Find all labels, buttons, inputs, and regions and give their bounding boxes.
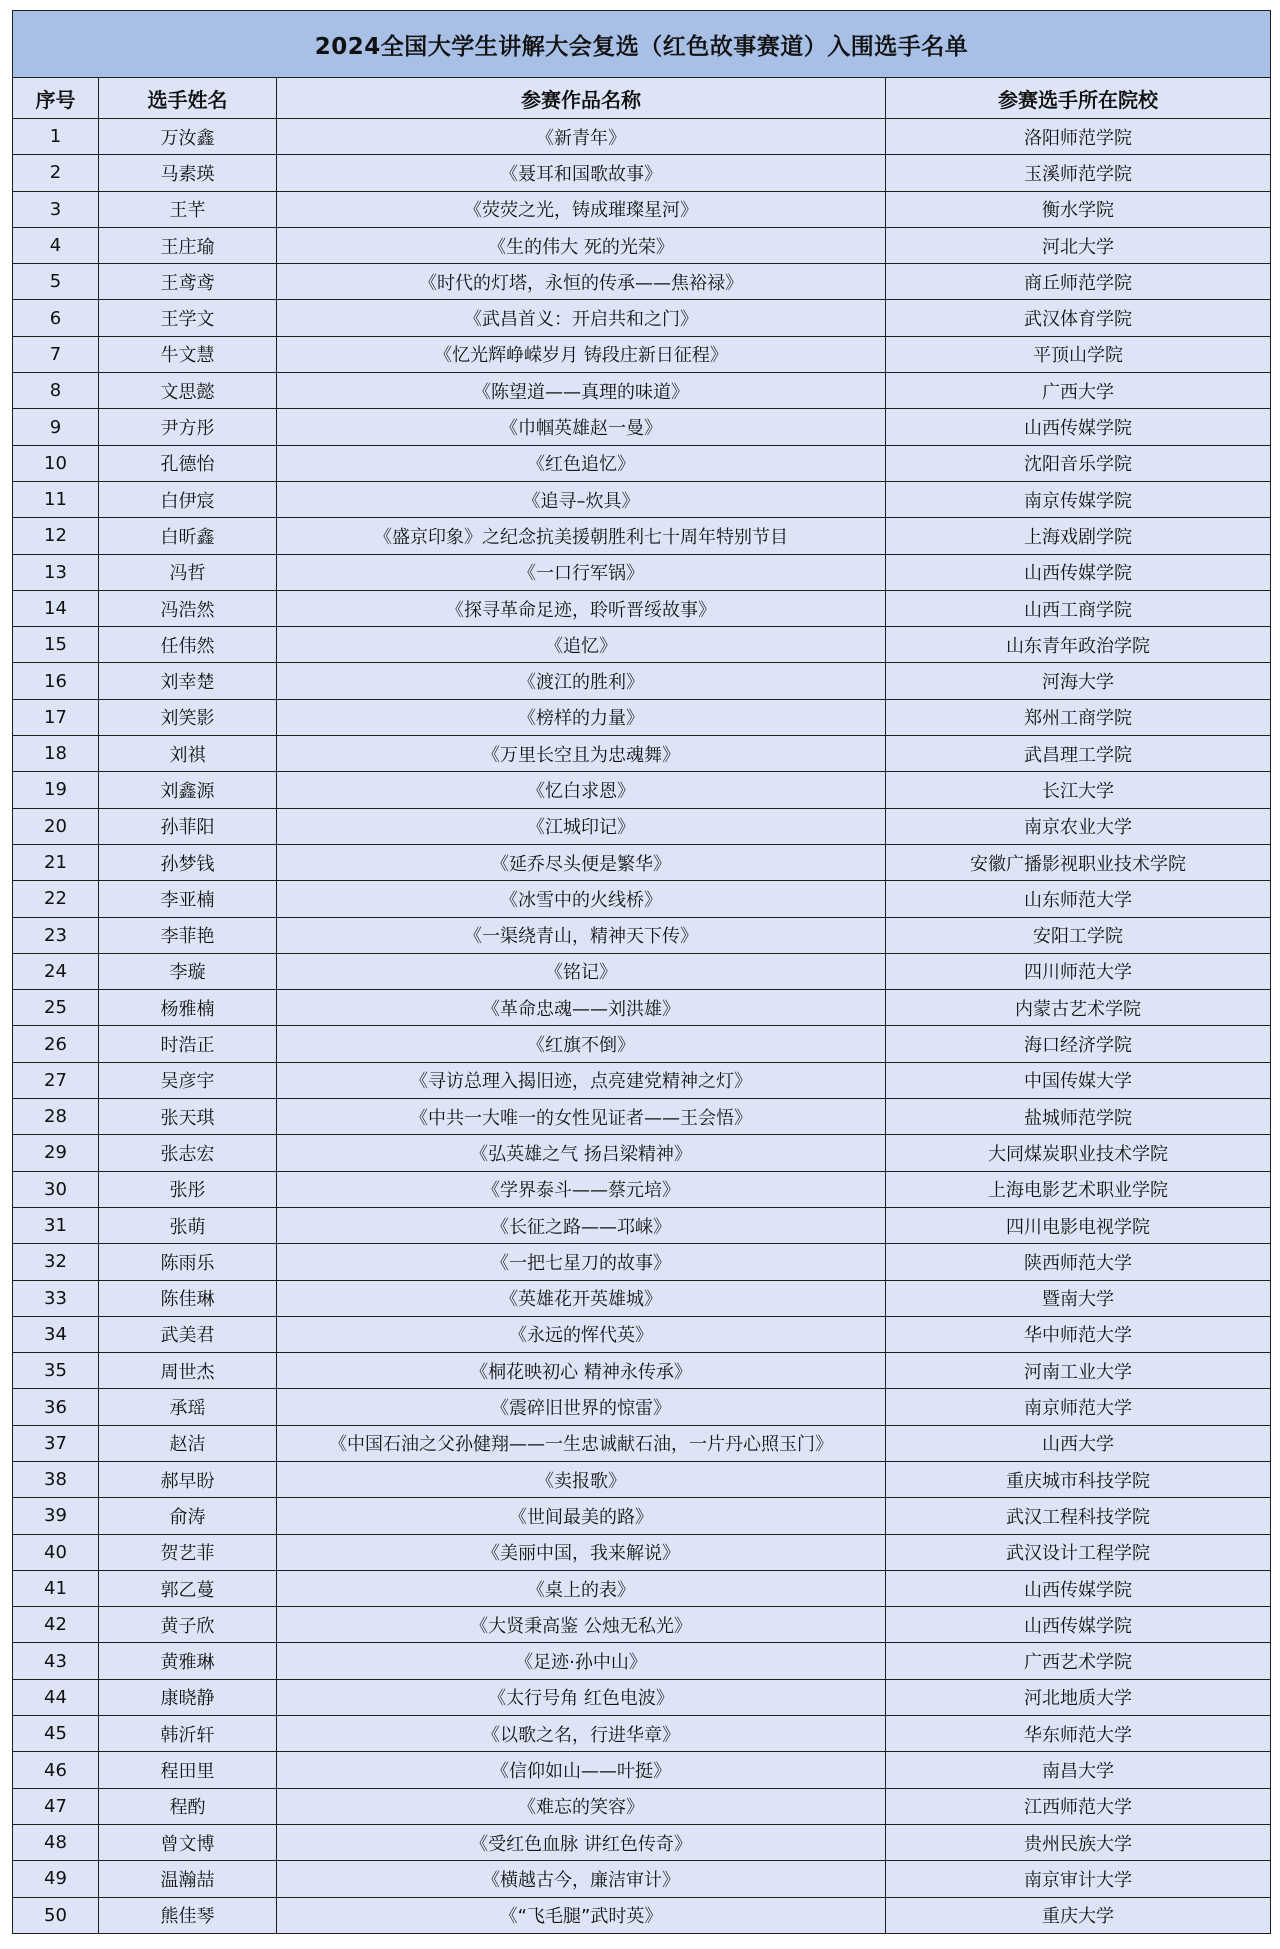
table-row: [13, 1570, 1271, 1606]
table-row: [13, 736, 1271, 772]
school-cell: 南昌大学: [886, 1752, 1271, 1788]
table-row: [13, 1788, 1271, 1824]
contestant-name-cell: 温瀚喆: [99, 1861, 277, 1897]
table-row: [13, 1099, 1271, 1135]
contestant-name-cell: 王鸢鸢: [99, 264, 277, 300]
table-row: [13, 1389, 1271, 1425]
row-number-cell: 7: [13, 336, 99, 372]
work-title-cell: 《世间最美的路》: [277, 1498, 886, 1534]
contestant-name-cell: 熊佳琴: [99, 1897, 277, 1933]
school-cell: 华东师范大学: [886, 1716, 1271, 1752]
table-row: [13, 881, 1271, 917]
table-row: [13, 445, 1271, 481]
work-title-cell: 《武昌首义：开启共和之门》: [277, 300, 886, 336]
row-number-cell: 33: [13, 1280, 99, 1316]
table-row: [13, 409, 1271, 445]
contestant-name-cell: 王学文: [99, 300, 277, 336]
work-title-cell: 《卖报歌》: [277, 1461, 886, 1497]
contestant-name-cell: 马素瑛: [99, 155, 277, 191]
table-row: [13, 1897, 1271, 1933]
school-cell: 郑州工商学院: [886, 699, 1271, 735]
contestant-name-cell: 王芊: [99, 191, 277, 227]
school-cell: 衡水学院: [886, 191, 1271, 227]
work-title-cell: 《难忘的笑容》: [277, 1788, 886, 1824]
contestant-name-cell: 吴彦宇: [99, 1062, 277, 1098]
work-title-cell: 《太行号角 红色电波》: [277, 1679, 886, 1715]
school-cell: 四川电影电视学院: [886, 1207, 1271, 1243]
school-cell: 商丘师范学院: [886, 264, 1271, 300]
table-row: [13, 1679, 1271, 1715]
work-title-cell: 《受红色血脉 讲红色传奇》: [277, 1824, 886, 1860]
school-cell: 贵州民族大学: [886, 1824, 1271, 1860]
school-cell: 山西传媒学院: [886, 554, 1271, 590]
contestant-name-cell: 张彤: [99, 1171, 277, 1207]
contestant-name-cell: 李亚楠: [99, 881, 277, 917]
table-row: [13, 1026, 1271, 1062]
school-cell: 河海大学: [886, 663, 1271, 699]
table-row: [13, 663, 1271, 699]
work-title-cell: 《忆光辉峥嵘岁月 铸段庄新日征程》: [277, 336, 886, 372]
school-cell: 陕西师范大学: [886, 1244, 1271, 1280]
row-number-cell: 25: [13, 990, 99, 1026]
contestant-name-cell: 孔德怡: [99, 445, 277, 481]
table-row: [13, 119, 1271, 155]
school-cell: 华中师范大学: [886, 1316, 1271, 1352]
finalist-list-sheet: [12, 10, 1270, 1934]
table-row: [13, 191, 1271, 227]
work-title-cell: 《一口行军锅》: [277, 554, 886, 590]
table-row: [13, 1752, 1271, 1788]
row-number-cell: 46: [13, 1752, 99, 1788]
school-cell: 上海戏剧学院: [886, 518, 1271, 554]
row-number-cell: 9: [13, 409, 99, 445]
contestant-name-cell: 赵洁: [99, 1425, 277, 1461]
table-row: [13, 1607, 1271, 1643]
row-number-cell: 44: [13, 1679, 99, 1715]
column-header-contestant-name: 选手姓名: [99, 78, 277, 119]
table-row: [13, 227, 1271, 263]
table-row: [13, 1861, 1271, 1897]
row-number-cell: 19: [13, 772, 99, 808]
school-cell: 山西工商学院: [886, 590, 1271, 626]
row-number-cell: 35: [13, 1353, 99, 1389]
table-row: [13, 336, 1271, 372]
contestant-name-cell: 程田里: [99, 1752, 277, 1788]
row-number-cell: 16: [13, 663, 99, 699]
work-title-cell: 《盛京印象》之纪念抗美援朝胜利七十周年特别节目: [277, 518, 886, 554]
contestant-name-cell: 康晓静: [99, 1679, 277, 1715]
school-cell: 南京传媒学院: [886, 481, 1271, 517]
table-row: [13, 1207, 1271, 1243]
school-cell: 安阳工学院: [886, 917, 1271, 953]
work-title-cell: 《红色追忆》: [277, 445, 886, 481]
table-row: [13, 1171, 1271, 1207]
contestant-name-cell: 刘鑫源: [99, 772, 277, 808]
finalist-table: [12, 10, 1271, 1934]
row-number-cell: 45: [13, 1716, 99, 1752]
table-row: [13, 155, 1271, 191]
row-number-cell: 22: [13, 881, 99, 917]
work-title-cell: 《美丽中国，我来解说》: [277, 1534, 886, 1570]
school-cell: 山西传媒学院: [886, 1570, 1271, 1606]
work-title-cell: 《以歌之名，行进华章》: [277, 1716, 886, 1752]
row-number-cell: 49: [13, 1861, 99, 1897]
contestant-name-cell: 郭乙蔓: [99, 1570, 277, 1606]
contestant-name-cell: 尹方彤: [99, 409, 277, 445]
school-cell: 山东师范大学: [886, 881, 1271, 917]
work-title-cell: 《大贤秉高鉴 公烛无私光》: [277, 1607, 886, 1643]
contestant-name-cell: 承瑶: [99, 1389, 277, 1425]
work-title-cell: 《荧荧之光，铸成璀璨星河》: [277, 191, 886, 227]
contestant-name-cell: 王庄瑜: [99, 227, 277, 263]
work-title-cell: 《一渠绕青山，精神天下传》: [277, 917, 886, 953]
work-title-cell: 《一把七星刀的故事》: [277, 1244, 886, 1280]
work-title-cell: 《榜样的力量》: [277, 699, 886, 735]
work-title-cell: 《信仰如山——叶挺》: [277, 1752, 886, 1788]
work-title-cell: 《冰雪中的火线桥》: [277, 881, 886, 917]
work-title-cell: 《追寻–炊具》: [277, 481, 886, 517]
table-row: [13, 627, 1271, 663]
contestant-name-cell: 刘祺: [99, 736, 277, 772]
contestant-name-cell: 武美君: [99, 1316, 277, 1352]
school-cell: 河北地质大学: [886, 1679, 1271, 1715]
row-number-cell: 10: [13, 445, 99, 481]
row-number-cell: 15: [13, 627, 99, 663]
school-cell: 安徽广播影视职业技术学院: [886, 844, 1271, 880]
work-title-cell: 《英雄花开英雄城》: [277, 1280, 886, 1316]
school-cell: 平顶山学院: [886, 336, 1271, 372]
table-row: [13, 917, 1271, 953]
contestant-name-cell: 曾文博: [99, 1824, 277, 1860]
contestant-name-cell: 周世杰: [99, 1353, 277, 1389]
row-number-cell: 8: [13, 373, 99, 409]
school-cell: 海口经济学院: [886, 1026, 1271, 1062]
school-cell: 广西大学: [886, 373, 1271, 409]
column-header-school: 参赛选手所在院校: [886, 78, 1271, 119]
row-number-cell: 14: [13, 590, 99, 626]
table-row: [13, 1280, 1271, 1316]
table-row: [13, 990, 1271, 1026]
column-header-number: 序号: [13, 78, 99, 119]
table-row: [13, 1353, 1271, 1389]
row-number-cell: 1: [13, 119, 99, 155]
contestant-name-cell: 程酌: [99, 1788, 277, 1824]
work-title-cell: 《学界泰斗——蔡元培》: [277, 1171, 886, 1207]
row-number-cell: 5: [13, 264, 99, 300]
row-number-cell: 48: [13, 1824, 99, 1860]
contestant-name-cell: 白伊宸: [99, 481, 277, 517]
row-number-cell: 26: [13, 1026, 99, 1062]
contestant-name-cell: 郝早盼: [99, 1461, 277, 1497]
table-row: [13, 373, 1271, 409]
work-title-cell: 《江城印记》: [277, 808, 886, 844]
contestant-name-cell: 陈佳琳: [99, 1280, 277, 1316]
contestant-name-cell: 刘笑影: [99, 699, 277, 735]
row-number-cell: 3: [13, 191, 99, 227]
work-title-cell: 《震碎旧世界的惊雷》: [277, 1389, 886, 1425]
contestant-name-cell: 张天琪: [99, 1099, 277, 1135]
school-cell: 四川师范大学: [886, 953, 1271, 989]
contestant-name-cell: 李璇: [99, 953, 277, 989]
school-cell: 广西艺术学院: [886, 1643, 1271, 1679]
table-row: [13, 808, 1271, 844]
row-number-cell: 30: [13, 1171, 99, 1207]
row-number-cell: 43: [13, 1643, 99, 1679]
row-number-cell: 18: [13, 736, 99, 772]
table-row: [13, 1425, 1271, 1461]
row-number-cell: 23: [13, 917, 99, 953]
work-title-cell: 《追忆》: [277, 627, 886, 663]
school-cell: 山西传媒学院: [886, 1607, 1271, 1643]
school-cell: 南京农业大学: [886, 808, 1271, 844]
school-cell: 山东青年政治学院: [886, 627, 1271, 663]
column-header-row: [13, 78, 1271, 119]
work-title-cell: 《足迹·孙中山》: [277, 1643, 886, 1679]
row-number-cell: 24: [13, 953, 99, 989]
school-cell: 上海电影艺术职业学院: [886, 1171, 1271, 1207]
school-cell: 南京审计大学: [886, 1861, 1271, 1897]
table-row: [13, 518, 1271, 554]
row-number-cell: 42: [13, 1607, 99, 1643]
work-title-cell: 《长征之路——邛崃》: [277, 1207, 886, 1243]
row-number-cell: 47: [13, 1788, 99, 1824]
contestant-name-cell: 黄子欣: [99, 1607, 277, 1643]
school-cell: 内蒙古艺术学院: [886, 990, 1271, 1026]
table-row: [13, 590, 1271, 626]
row-number-cell: 6: [13, 300, 99, 336]
work-title-cell: 《生的伟大 死的光荣》: [277, 227, 886, 263]
work-title-cell: 《弘英雄之气 扬吕梁精神》: [277, 1135, 886, 1171]
school-cell: 重庆城市科技学院: [886, 1461, 1271, 1497]
row-number-cell: 28: [13, 1099, 99, 1135]
table-row: [13, 772, 1271, 808]
school-cell: 长江大学: [886, 772, 1271, 808]
contestant-name-cell: 牛文慧: [99, 336, 277, 372]
work-title-cell: 《革命忠魂——刘洪雄》: [277, 990, 886, 1026]
row-number-cell: 4: [13, 227, 99, 263]
table-row: [13, 1135, 1271, 1171]
work-title-cell: 《新青年》: [277, 119, 886, 155]
table-row: [13, 300, 1271, 336]
table-row: [13, 264, 1271, 300]
school-cell: 重庆大学: [886, 1897, 1271, 1933]
school-cell: 玉溪师范学院: [886, 155, 1271, 191]
work-title-cell: 《陈望道——真理的味道》: [277, 373, 886, 409]
school-cell: 山西传媒学院: [886, 409, 1271, 445]
table-row: [13, 953, 1271, 989]
contestant-name-cell: 孙菲阳: [99, 808, 277, 844]
row-number-cell: 34: [13, 1316, 99, 1352]
table-row: [13, 844, 1271, 880]
school-cell: 武汉设计工程学院: [886, 1534, 1271, 1570]
contestant-name-cell: 刘幸楚: [99, 663, 277, 699]
work-title-cell: 《忆白求恩》: [277, 772, 886, 808]
school-cell: 江西师范大学: [886, 1788, 1271, 1824]
work-title-cell: 《铭记》: [277, 953, 886, 989]
school-cell: 洛阳师范学院: [886, 119, 1271, 155]
contestant-name-cell: 白昕鑫: [99, 518, 277, 554]
school-cell: 中国传媒大学: [886, 1062, 1271, 1098]
table-title: 2024全国大学生讲解大会复选（红色故事赛道）入围选手名单: [13, 11, 1271, 78]
work-title-cell: 《横越古今，廉洁审计》: [277, 1861, 886, 1897]
table-row: [13, 1244, 1271, 1280]
work-title-cell: 《永远的恽代英》: [277, 1316, 886, 1352]
row-number-cell: 37: [13, 1425, 99, 1461]
work-title-cell: 《“飞毛腿”武时英》: [277, 1897, 886, 1933]
work-title-cell: 《红旗不倒》: [277, 1026, 886, 1062]
contestant-name-cell: 张萌: [99, 1207, 277, 1243]
contestant-name-cell: 李菲艳: [99, 917, 277, 953]
row-number-cell: 27: [13, 1062, 99, 1098]
table-row: [13, 1716, 1271, 1752]
row-number-cell: 38: [13, 1461, 99, 1497]
work-title-cell: 《中国石油之父孙健翔——一生忠诚献石油，一片丹心照玉门》: [277, 1425, 886, 1461]
school-cell: 武汉体育学院: [886, 300, 1271, 336]
work-title-cell: 《延乔尽头便是繁华》: [277, 844, 886, 880]
school-cell: 武昌理工学院: [886, 736, 1271, 772]
contestant-name-cell: 时浩正: [99, 1026, 277, 1062]
column-header-work-title: 参赛作品名称: [277, 78, 886, 119]
work-title-cell: 《桌上的表》: [277, 1570, 886, 1606]
row-number-cell: 50: [13, 1897, 99, 1933]
school-cell: 南京师范大学: [886, 1389, 1271, 1425]
work-title-cell: 《寻访总理入揭旧迹，点亮建党精神之灯》: [277, 1062, 886, 1098]
contestant-name-cell: 冯哲: [99, 554, 277, 590]
contestant-name-cell: 文思懿: [99, 373, 277, 409]
row-number-cell: 20: [13, 808, 99, 844]
school-cell: 沈阳音乐学院: [886, 445, 1271, 481]
row-number-cell: 36: [13, 1389, 99, 1425]
row-number-cell: 12: [13, 518, 99, 554]
contestant-name-cell: 任伟然: [99, 627, 277, 663]
row-number-cell: 21: [13, 844, 99, 880]
table-row: [13, 1643, 1271, 1679]
table-row: [13, 1534, 1271, 1570]
school-cell: 河北大学: [886, 227, 1271, 263]
row-number-cell: 13: [13, 554, 99, 590]
row-number-cell: 39: [13, 1498, 99, 1534]
row-number-cell: 29: [13, 1135, 99, 1171]
school-cell: 盐城师范学院: [886, 1099, 1271, 1135]
work-title-cell: 《聂耳和国歌故事》: [277, 155, 886, 191]
table-row: [13, 1316, 1271, 1352]
contestant-name-cell: 冯浩然: [99, 590, 277, 626]
row-number-cell: 41: [13, 1570, 99, 1606]
work-title-cell: 《探寻革命足迹，聆听晋绥故事》: [277, 590, 886, 626]
work-title-cell: 《渡江的胜利》: [277, 663, 886, 699]
table-row: [13, 1461, 1271, 1497]
row-number-cell: 11: [13, 481, 99, 517]
work-title-cell: 《桐花映初心 精神永传承》: [277, 1353, 886, 1389]
table-row: [13, 699, 1271, 735]
row-number-cell: 32: [13, 1244, 99, 1280]
work-title-cell: 《时代的灯塔，永恒的传承——焦裕禄》: [277, 264, 886, 300]
table-row: [13, 1062, 1271, 1098]
row-number-cell: 31: [13, 1207, 99, 1243]
table-row: [13, 554, 1271, 590]
table-row: [13, 1824, 1271, 1860]
row-number-cell: 40: [13, 1534, 99, 1570]
school-cell: 武汉工程科技学院: [886, 1498, 1271, 1534]
contestant-name-cell: 韩沂轩: [99, 1716, 277, 1752]
contestant-name-cell: 陈雨乐: [99, 1244, 277, 1280]
contestant-name-cell: 贺艺菲: [99, 1534, 277, 1570]
row-number-cell: 17: [13, 699, 99, 735]
school-cell: 河南工业大学: [886, 1353, 1271, 1389]
row-number-cell: 2: [13, 155, 99, 191]
table-row: [13, 481, 1271, 517]
table-row: [13, 1498, 1271, 1534]
school-cell: 大同煤炭职业技术学院: [886, 1135, 1271, 1171]
contestant-name-cell: 俞涛: [99, 1498, 277, 1534]
contestant-name-cell: 张志宏: [99, 1135, 277, 1171]
contestant-name-cell: 孙梦钱: [99, 844, 277, 880]
work-title-cell: 《万里长空且为忠魂舞》: [277, 736, 886, 772]
contestant-name-cell: 杨雅楠: [99, 990, 277, 1026]
contestant-name-cell: 黄雅琳: [99, 1643, 277, 1679]
school-cell: 暨南大学: [886, 1280, 1271, 1316]
work-title-cell: 《中共一大唯一的女性见证者——王会悟》: [277, 1099, 886, 1135]
contestant-name-cell: 万汝鑫: [99, 119, 277, 155]
work-title-cell: 《巾帼英雄赵一曼》: [277, 409, 886, 445]
school-cell: 山西大学: [886, 1425, 1271, 1461]
